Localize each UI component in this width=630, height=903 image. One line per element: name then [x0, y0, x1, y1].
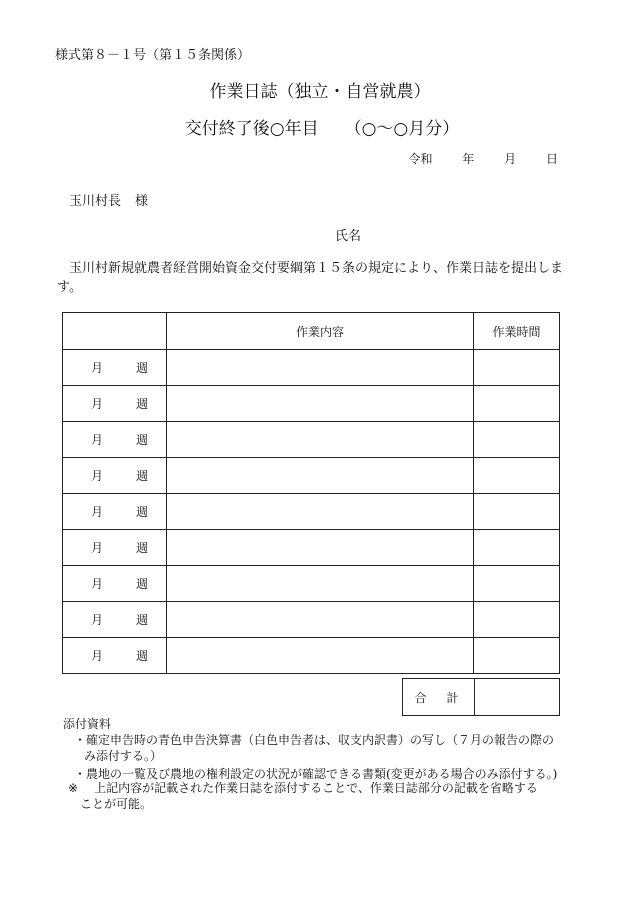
month-label: 月 [91, 361, 104, 375]
month-label: 月 [91, 433, 104, 447]
date-line [408, 150, 558, 167]
attachment-item-2: ・農地の一覧及び農地の権利設定の状況が確認できる書類(変更がある場合のみ添付する。) [74, 767, 558, 781]
week-label: 週 [136, 469, 149, 483]
statement-text: 玉川村新規就農者経営開始資金交付要綱第１５条の規定により、作業日誌を提出します。 [57, 261, 564, 295]
date-era: 令和 [408, 152, 433, 166]
header-blank [63, 313, 167, 350]
work-content-cell[interactable] [167, 422, 474, 458]
page-title: 作業日誌（独立・自営就農） [209, 82, 431, 102]
table-row [63, 494, 560, 530]
note-line-2: ことが可能。 [80, 797, 153, 811]
week-label: 週 [136, 505, 149, 519]
work-content-cell[interactable] [167, 458, 474, 494]
work-content-cell[interactable] [167, 386, 474, 422]
month-label: 月 [91, 469, 104, 483]
total-table [402, 678, 560, 716]
header-work-content: 作業内容 [167, 313, 474, 350]
table-row [63, 422, 560, 458]
month-label: 月 [91, 541, 104, 555]
month-week-cell [63, 386, 167, 422]
table-row [63, 566, 560, 602]
subtitle-period: 交付終了後○年目 [184, 119, 319, 139]
week-label: 週 [136, 613, 149, 627]
work-time-cell[interactable] [474, 350, 560, 386]
attachment-note [68, 780, 548, 812]
work-time-cell[interactable] [474, 386, 560, 422]
month-week-cell [63, 458, 167, 494]
attachment-item-1 [74, 732, 564, 764]
work-time-cell[interactable] [474, 602, 560, 638]
work-log-table [62, 312, 560, 674]
work-content-cell[interactable] [167, 530, 474, 566]
work-content-cell[interactable] [167, 350, 474, 386]
subtitle-months: （○～○月分） [344, 119, 460, 139]
table-row [63, 602, 560, 638]
month-label: 月 [91, 505, 104, 519]
attachments-title: 添付資料 [63, 717, 112, 731]
month-label: 月 [91, 613, 104, 627]
addressee-name: 玉川村長 [69, 194, 122, 209]
date-year: 年 [462, 152, 475, 166]
work-time-cell[interactable] [474, 458, 560, 494]
month-week-cell [63, 602, 167, 638]
work-content-cell[interactable] [167, 494, 474, 530]
month-week-cell [63, 566, 167, 602]
table-row [63, 386, 560, 422]
addressee [69, 190, 148, 209]
month-label: 月 [91, 577, 104, 591]
total-label: 合 計 [403, 679, 475, 716]
note-mark: ※ [68, 781, 79, 795]
work-content-cell[interactable] [167, 602, 474, 638]
month-week-cell [63, 530, 167, 566]
attachment-item-1-line-2: み添付する。） [84, 749, 163, 763]
work-time-cell[interactable] [474, 494, 560, 530]
attachment-item-1-line-1: ・確定申告時の青色申告決算書（白色申告者は、収支内訳書）の写し（７月の報告の際の [74, 733, 555, 747]
name-label: 氏名 [335, 229, 362, 244]
month-week-cell [63, 350, 167, 386]
work-content-cell[interactable] [167, 566, 474, 602]
month-label: 月 [91, 397, 104, 411]
total-value-cell[interactable] [475, 679, 560, 716]
total-row [403, 679, 560, 716]
header-work-time: 作業時間 [474, 313, 560, 350]
work-time-cell[interactable] [474, 530, 560, 566]
table-row [63, 458, 560, 494]
week-label: 週 [136, 397, 149, 411]
table-row [63, 530, 560, 566]
month-week-cell [63, 638, 167, 674]
table-header-row [63, 313, 560, 350]
month-label: 月 [91, 649, 104, 663]
addressee-honorific: 様 [135, 194, 149, 209]
month-week-cell [63, 422, 167, 458]
work-time-cell[interactable] [474, 422, 560, 458]
work-time-cell[interactable] [474, 566, 560, 602]
week-label: 週 [136, 649, 149, 663]
note-line-1: 上記内容が記載された作業日誌を添付することで、作業日誌部分の記載を省略する [94, 781, 538, 795]
table-row [63, 350, 560, 386]
work-time-cell[interactable] [474, 638, 560, 674]
table-row [63, 638, 560, 674]
form-number: 様式第８－１号（第１５条関係） [55, 48, 251, 63]
week-label: 週 [136, 541, 149, 555]
week-label: 週 [136, 577, 149, 591]
week-label: 週 [136, 433, 149, 447]
month-week-cell [63, 494, 167, 530]
date-month: 月 [504, 152, 517, 166]
week-label: 週 [136, 361, 149, 375]
page-subtitle [0, 114, 630, 139]
work-content-cell[interactable] [167, 638, 474, 674]
date-day: 日 [545, 152, 558, 166]
